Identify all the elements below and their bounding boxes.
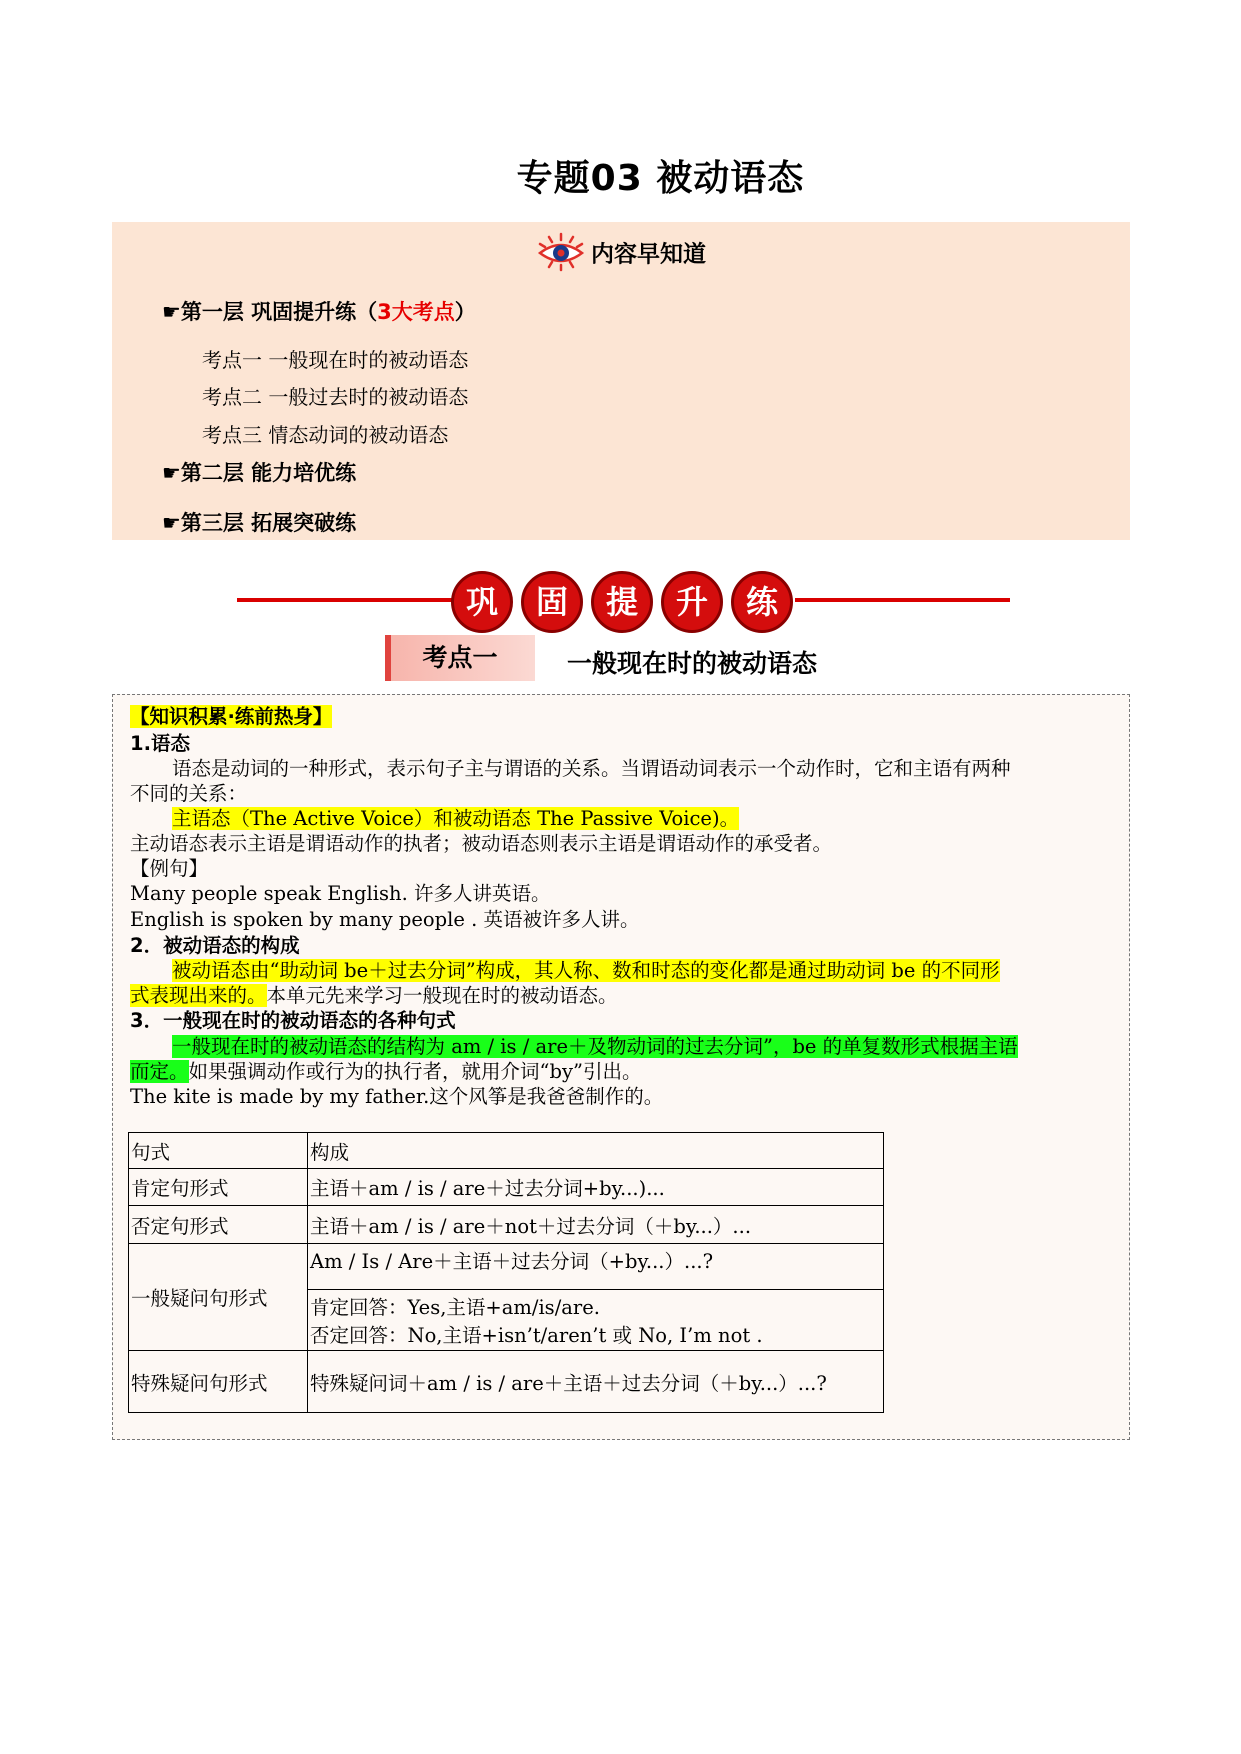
answer-yes: 肯定回答：Yes,主语+am/is/are. xyxy=(310,1296,600,1319)
table-header-cell: 构成 xyxy=(308,1133,884,1169)
para-2b-highlight: 式表现出来的。 xyxy=(130,984,267,1007)
overview-heading xyxy=(112,232,1130,272)
para-3b-rest: 如果强调动作或行为的执行者，就用介词“by”引出。 xyxy=(188,1060,642,1083)
table-row xyxy=(129,1351,884,1413)
table-header-cell: 句式 xyxy=(129,1133,308,1169)
banner-char-2: 固 xyxy=(521,571,583,633)
layer-1-close: ） xyxy=(454,300,476,324)
para-2b-rest: 本单元先来学习一般现在时的被动语态。 xyxy=(266,984,618,1007)
layer-1-label: ☛第一层 巩固提升练（ xyxy=(162,300,378,324)
example-label: 【例句】 xyxy=(130,857,209,880)
table-cell: 特殊疑问词＋am / is / are＋主语＋过去分词（＋by...）...? xyxy=(308,1351,884,1413)
knowledge-header: 【知识积累·练前热身】 xyxy=(130,705,333,728)
table-cell: 主语＋am / is / are＋not＋过去分词（＋by...）... xyxy=(308,1206,884,1244)
layer-2: ☛第二层 能力培优练 xyxy=(162,461,357,485)
layer-1 xyxy=(162,296,476,326)
banner-char-1: 巩 xyxy=(451,571,513,633)
para-1c: 主语态（The Active Voice）和被动语态 The Passive Voice)。 xyxy=(172,807,740,830)
banner-char-4: 升 xyxy=(661,571,723,633)
banner-char-3: 提 xyxy=(591,571,653,633)
para-2a: 被动语态由“助动词 be＋过去分词”构成，其人称、数和时态的变化都是通过助动词 be 的不同形 xyxy=(172,959,1000,982)
layer-1-count: 3大考点 xyxy=(377,300,455,324)
point-2: 考点二 一般过去时的被动语态 xyxy=(202,385,469,409)
overview-heading-text: 内容早知道 xyxy=(591,241,707,268)
table-row xyxy=(129,1133,884,1169)
answer-no: 否定回答：No,主语+isn’t/aren’t 或 No, I’m not . xyxy=(310,1324,763,1347)
table-row xyxy=(129,1206,884,1244)
heading-3: 3．一般现在时的被动语态的各种句式 xyxy=(130,1009,456,1032)
overview-panel xyxy=(112,222,1130,540)
point-1: 考点一 一般现在时的被动语态 xyxy=(202,348,469,372)
table-row xyxy=(129,1169,884,1206)
para-1d: 主动语态表示主语是谓语动作的执者；被动语态则表示主语是谓语动作的承受者。 xyxy=(130,832,833,855)
table-cell: 主语＋am / is / are＋过去分词+by...)... xyxy=(308,1169,884,1206)
table-cell: Am / Is / Are＋主语＋过去分词（+by...）...? xyxy=(308,1244,884,1290)
para-3a: 一般现在时的被动语态的结构为 am / is / are＋及物动词的过去分词”，be 的单复数形式根据主语 xyxy=(172,1035,1018,1058)
example-2: English is spoken by many people . 英语被许多人讲。 xyxy=(130,908,640,931)
sentence-pattern-table xyxy=(128,1132,884,1413)
layer-3: ☛第三层 拓展突破练 xyxy=(162,511,357,535)
banner-line-right xyxy=(795,598,1010,602)
para-1b: 不同的关系： xyxy=(130,782,248,805)
example-1: Many people speak English. 许多人讲英语。 xyxy=(130,882,551,905)
table-cell: 否定句形式 xyxy=(129,1206,308,1244)
eye-icon xyxy=(536,232,586,272)
para-3b-highlight: 而定。 xyxy=(130,1060,189,1083)
heading-2: 2．被动语态的构成 xyxy=(130,934,300,957)
example-3: The kite is made by my father.这个风筝是我爸爸制作的。 xyxy=(130,1085,664,1108)
page-title: 专题03 被动语态 xyxy=(516,158,805,199)
table-cell: 一般疑问句形式 xyxy=(129,1244,308,1351)
section-tag: 考点一 xyxy=(385,635,535,681)
table-cell: 肯定句形式 xyxy=(129,1169,308,1206)
heading-1: 1.语态 xyxy=(130,732,190,755)
para-1a: 语态是动词的一种形式，表示句子主与谓语的关系。当谓语动词表示一个动作时，它和主语有两种 xyxy=(172,757,1011,780)
table-cell: 特殊疑问句形式 xyxy=(129,1351,308,1413)
point-3: 考点三 情态动词的被动语态 xyxy=(202,423,449,447)
section-banner xyxy=(0,568,1241,638)
section-title: 一般现在时的被动语态 xyxy=(567,649,818,678)
table-cell xyxy=(308,1290,884,1351)
content-box xyxy=(112,694,1130,1440)
banner-char-5: 练 xyxy=(731,571,793,633)
banner-line-left xyxy=(237,598,454,602)
table-row xyxy=(129,1244,884,1290)
